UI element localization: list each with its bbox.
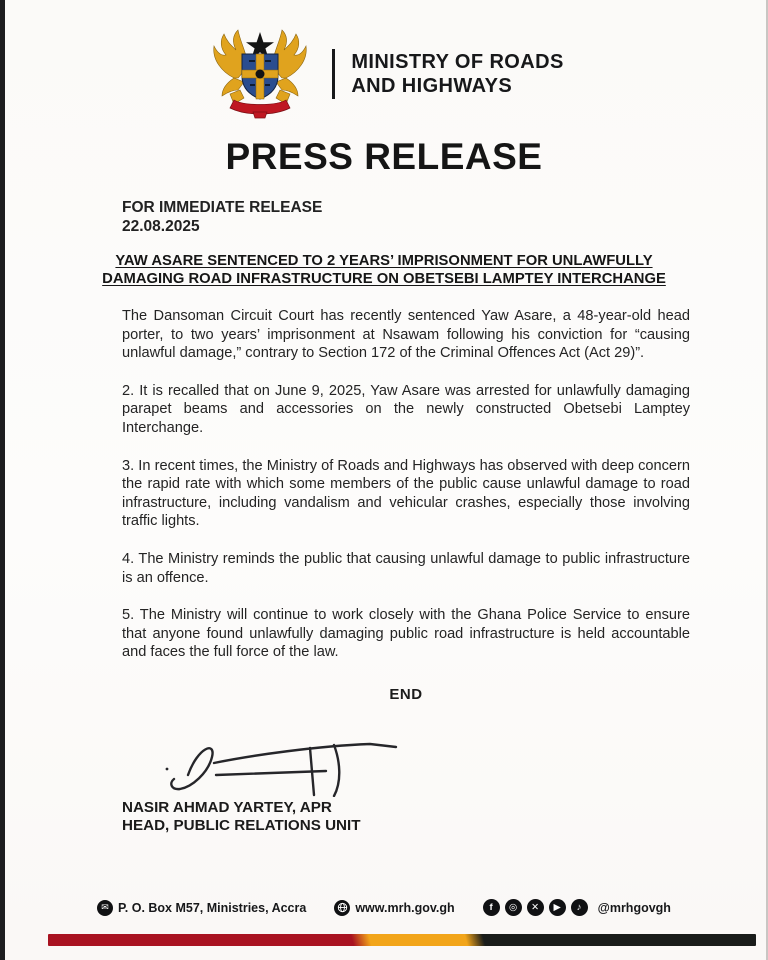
signature-icon	[158, 735, 408, 797]
paragraph-1: The Dansoman Circuit Court has recently sentenced Yaw Asare, a 48-year-old head porter, to two years’ imprisonment at Nsawam following his conviction for “causing unlawful damage,” contrary to Section 172 of the Criminal Offences Act (Act 29)”.	[122, 308, 690, 362]
ghana-coat-of-arms-icon	[204, 28, 316, 120]
signatory-title: HEAD, PUBLIC RELATIONS UNIT	[122, 817, 361, 834]
scan-edge-left	[0, 0, 5, 960]
signatory-name: NASIR AHMAD YARTEY, APR	[122, 798, 332, 816]
paragraph-4: 4. The Ministry reminds the public that causing unlawful damage to public infrastructure is an offence.	[122, 550, 690, 586]
paragraph-5: 5. The Ministry will continue to work closely with the Ghana Police Service to ensure that anyone found unlawfully damaging public road infrastructure is held accountable and faces the full force of the law.	[122, 607, 690, 661]
release-block	[122, 198, 690, 236]
ministry-name-line2: AND HIGHWAYS	[351, 75, 513, 97]
website-item	[334, 900, 454, 916]
social-icons	[483, 899, 588, 916]
ministry-name	[351, 50, 563, 98]
tiktok-icon: ♪	[571, 899, 588, 916]
signature-block	[122, 735, 768, 836]
body-text	[122, 307, 690, 705]
globe-icon	[334, 900, 350, 916]
document-title: PRESS RELEASE	[225, 136, 543, 177]
website-text: www.mrh.gov.gh	[355, 900, 455, 915]
flag-color-bar	[48, 934, 756, 946]
facebook-icon: f	[483, 899, 500, 916]
paragraph-3: 3. In recent times, the Ministry of Roads and Highways has observed with deep concern the rapid rate with which some members of the public cause unlawful damage to road infrastructure, including vandalism and vehicular crashes, especially those involving traffic lights.	[122, 457, 690, 530]
social-handle: @mrhgovgh	[597, 900, 671, 915]
footer-contact-row	[0, 899, 768, 916]
ministry-name-line1: MINISTRY OF ROADS	[351, 51, 564, 73]
signatory	[122, 799, 768, 836]
release-date: 22.08.2025	[122, 218, 200, 235]
youtube-icon: ▶	[549, 899, 566, 916]
address-text: P. O. Box M57, Ministries, Accra	[118, 900, 307, 915]
headline: YAW ASARE SENTENCED TO 2 YEARS’ IMPRISONMENT FOR UNLAWFULLY DAMAGING ROAD INFRASTRUCTURE ON OBETSEBI LAMPTEY INTERCHANGE	[102, 253, 666, 287]
paragraph-2: 2. It is recalled that on June 9, 2025, Yaw Asare was arrested for unlawfully damaging parapet beams and accessories on the newly constructed Obetsebi Lamptey Interchange.	[122, 382, 690, 436]
x-icon: ✕	[527, 899, 544, 916]
address-item	[97, 900, 306, 916]
instagram-icon: ◎	[505, 899, 522, 916]
end-marker: END	[389, 685, 423, 703]
letterhead-divider	[332, 49, 335, 99]
mail-icon: ✉	[97, 900, 113, 916]
letterhead	[0, 0, 768, 120]
release-line: FOR IMMEDIATE RELEASE	[122, 199, 323, 216]
